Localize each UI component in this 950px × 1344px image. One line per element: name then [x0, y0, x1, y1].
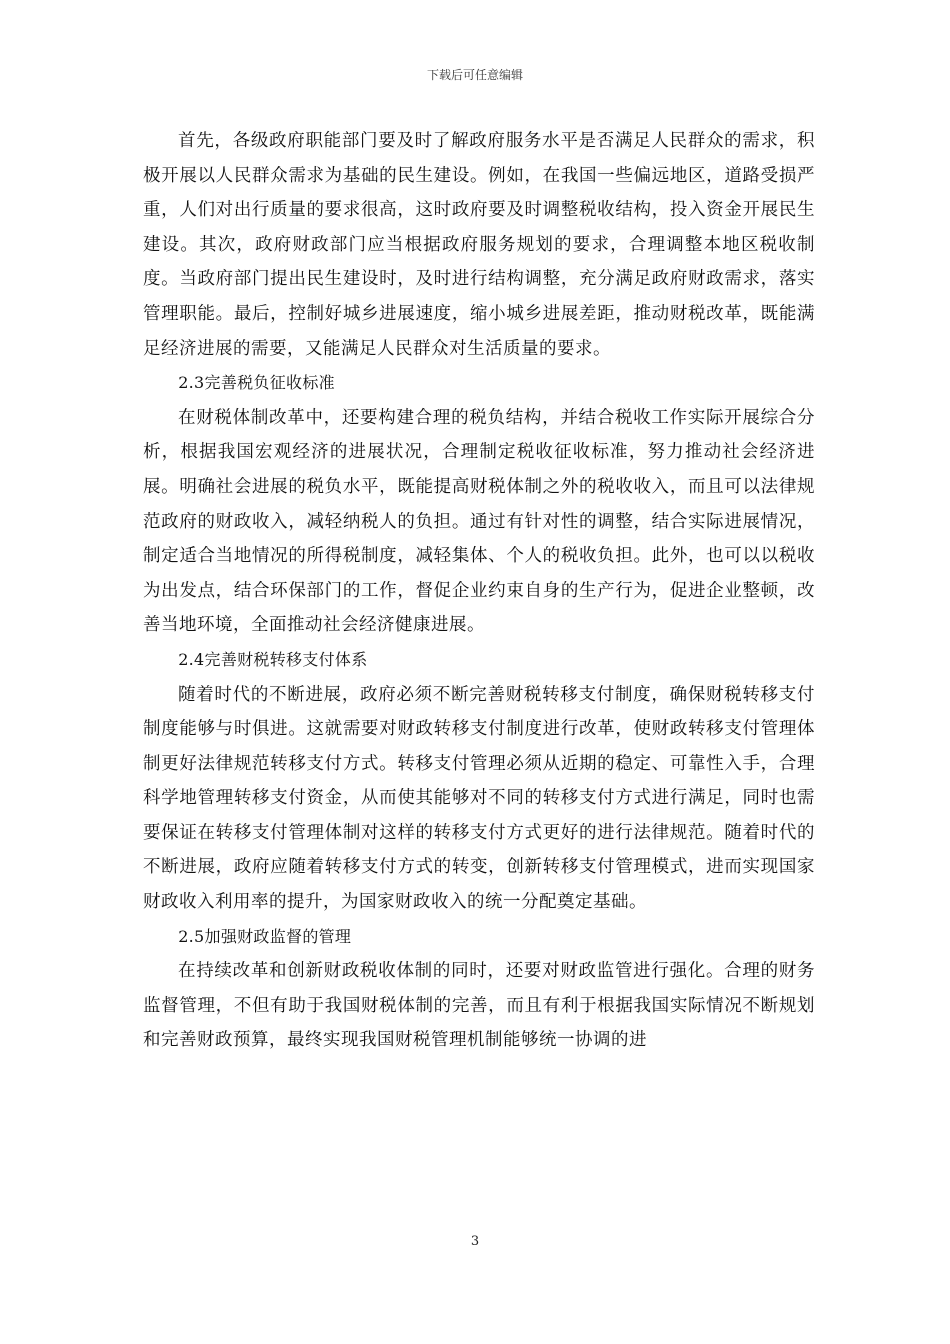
- page-content: [143, 124, 815, 1058]
- paragraph-1: 首先，各级政府职能部门要及时了解政府服务水平是否满足人民群众的需求，积极开展以人民群众需求为基础的民生建设。例如，在我国一些偏远地区，道路受损严重，人们对出行质量的要求很高，这时政府要及时调整税收结构，投入资金开展民生建设。其次，政府财政部门应当根据政府服务规划的要求，合理调整本地区税收制度。当政府部门提出民生建设时，及时进行结构调整，充分满足政府财政需求，落实管理职能。最后，控制好城乡进展速度，缩小城乡进展差距，推动财税改革，既能满足经济进展的需要，又能满足人民群众对生活质量的要求。: [143, 131, 815, 359]
- page-header: 下载后可任意编辑: [426, 68, 523, 82]
- paragraph-2: 在财税体制改革中，还要构建合理的税负结构，并结合税收工作实际开展综合分析，根据我国宏观经济的进展状况，合理制定税收征收标准，努力推动社会经济进展。明确社会进展的税负水平，既能提高财税体制之外的税收收入，而且可以法律规范政府的财政收入，减轻纳税人的负担。通过有针对性的调整，结合实际进展情况，制定适合当地情况的所得税制度，减轻集体、个人的税收负担。此外，也可以以税收为出发点，结合环保部门的工作，督促企业约束自身的生产行为，促进企业整顿，改善当地环境，全面推动社会经济健康进展。: [143, 407, 815, 636]
- section-heading-2-5: 2.5加强财政监督的管理: [178, 926, 352, 946]
- section-heading-2-3: 2.3完善税负征收标准: [178, 373, 335, 393]
- paragraph-4: 在持续改革和创新财政税收体制的同时，还要对财政监管进行强化。合理的财务监督管理，不但有助于我国财税体制的完善，而且有利于根据我国实际情况不断规划和完善财政预算，最终实现我国财税管理机制能够统一协调的进: [143, 961, 815, 1051]
- page-number: 3: [470, 1234, 480, 1249]
- paragraph-3: 随着时代的不断进展，政府必须不断完善财税转移支付制度，确保财税转移支付制度能够与时俱进。这就需要对财政转移支付制度进行改革，使财政转移支付管理体制更好法律规范转移支付方式。转移支付管理必须从近期的稳定、可靠性入手，合理科学地管理转移支付资金，从而使其能够对不同的转移支付方式进行满足，同时也需要保证在转移支付管理体制对这样的转移支付方式更好的进行法律规范。随着时代的不断进展，政府应随着转移支付方式的转变，创新转移支付管理模式，进而实现国家财政收入利用率的提升，为国家财政收入的统一分配奠定基础。: [143, 684, 815, 913]
- section-heading-2-4: 2.4完善财税转移支付体系: [178, 649, 368, 669]
